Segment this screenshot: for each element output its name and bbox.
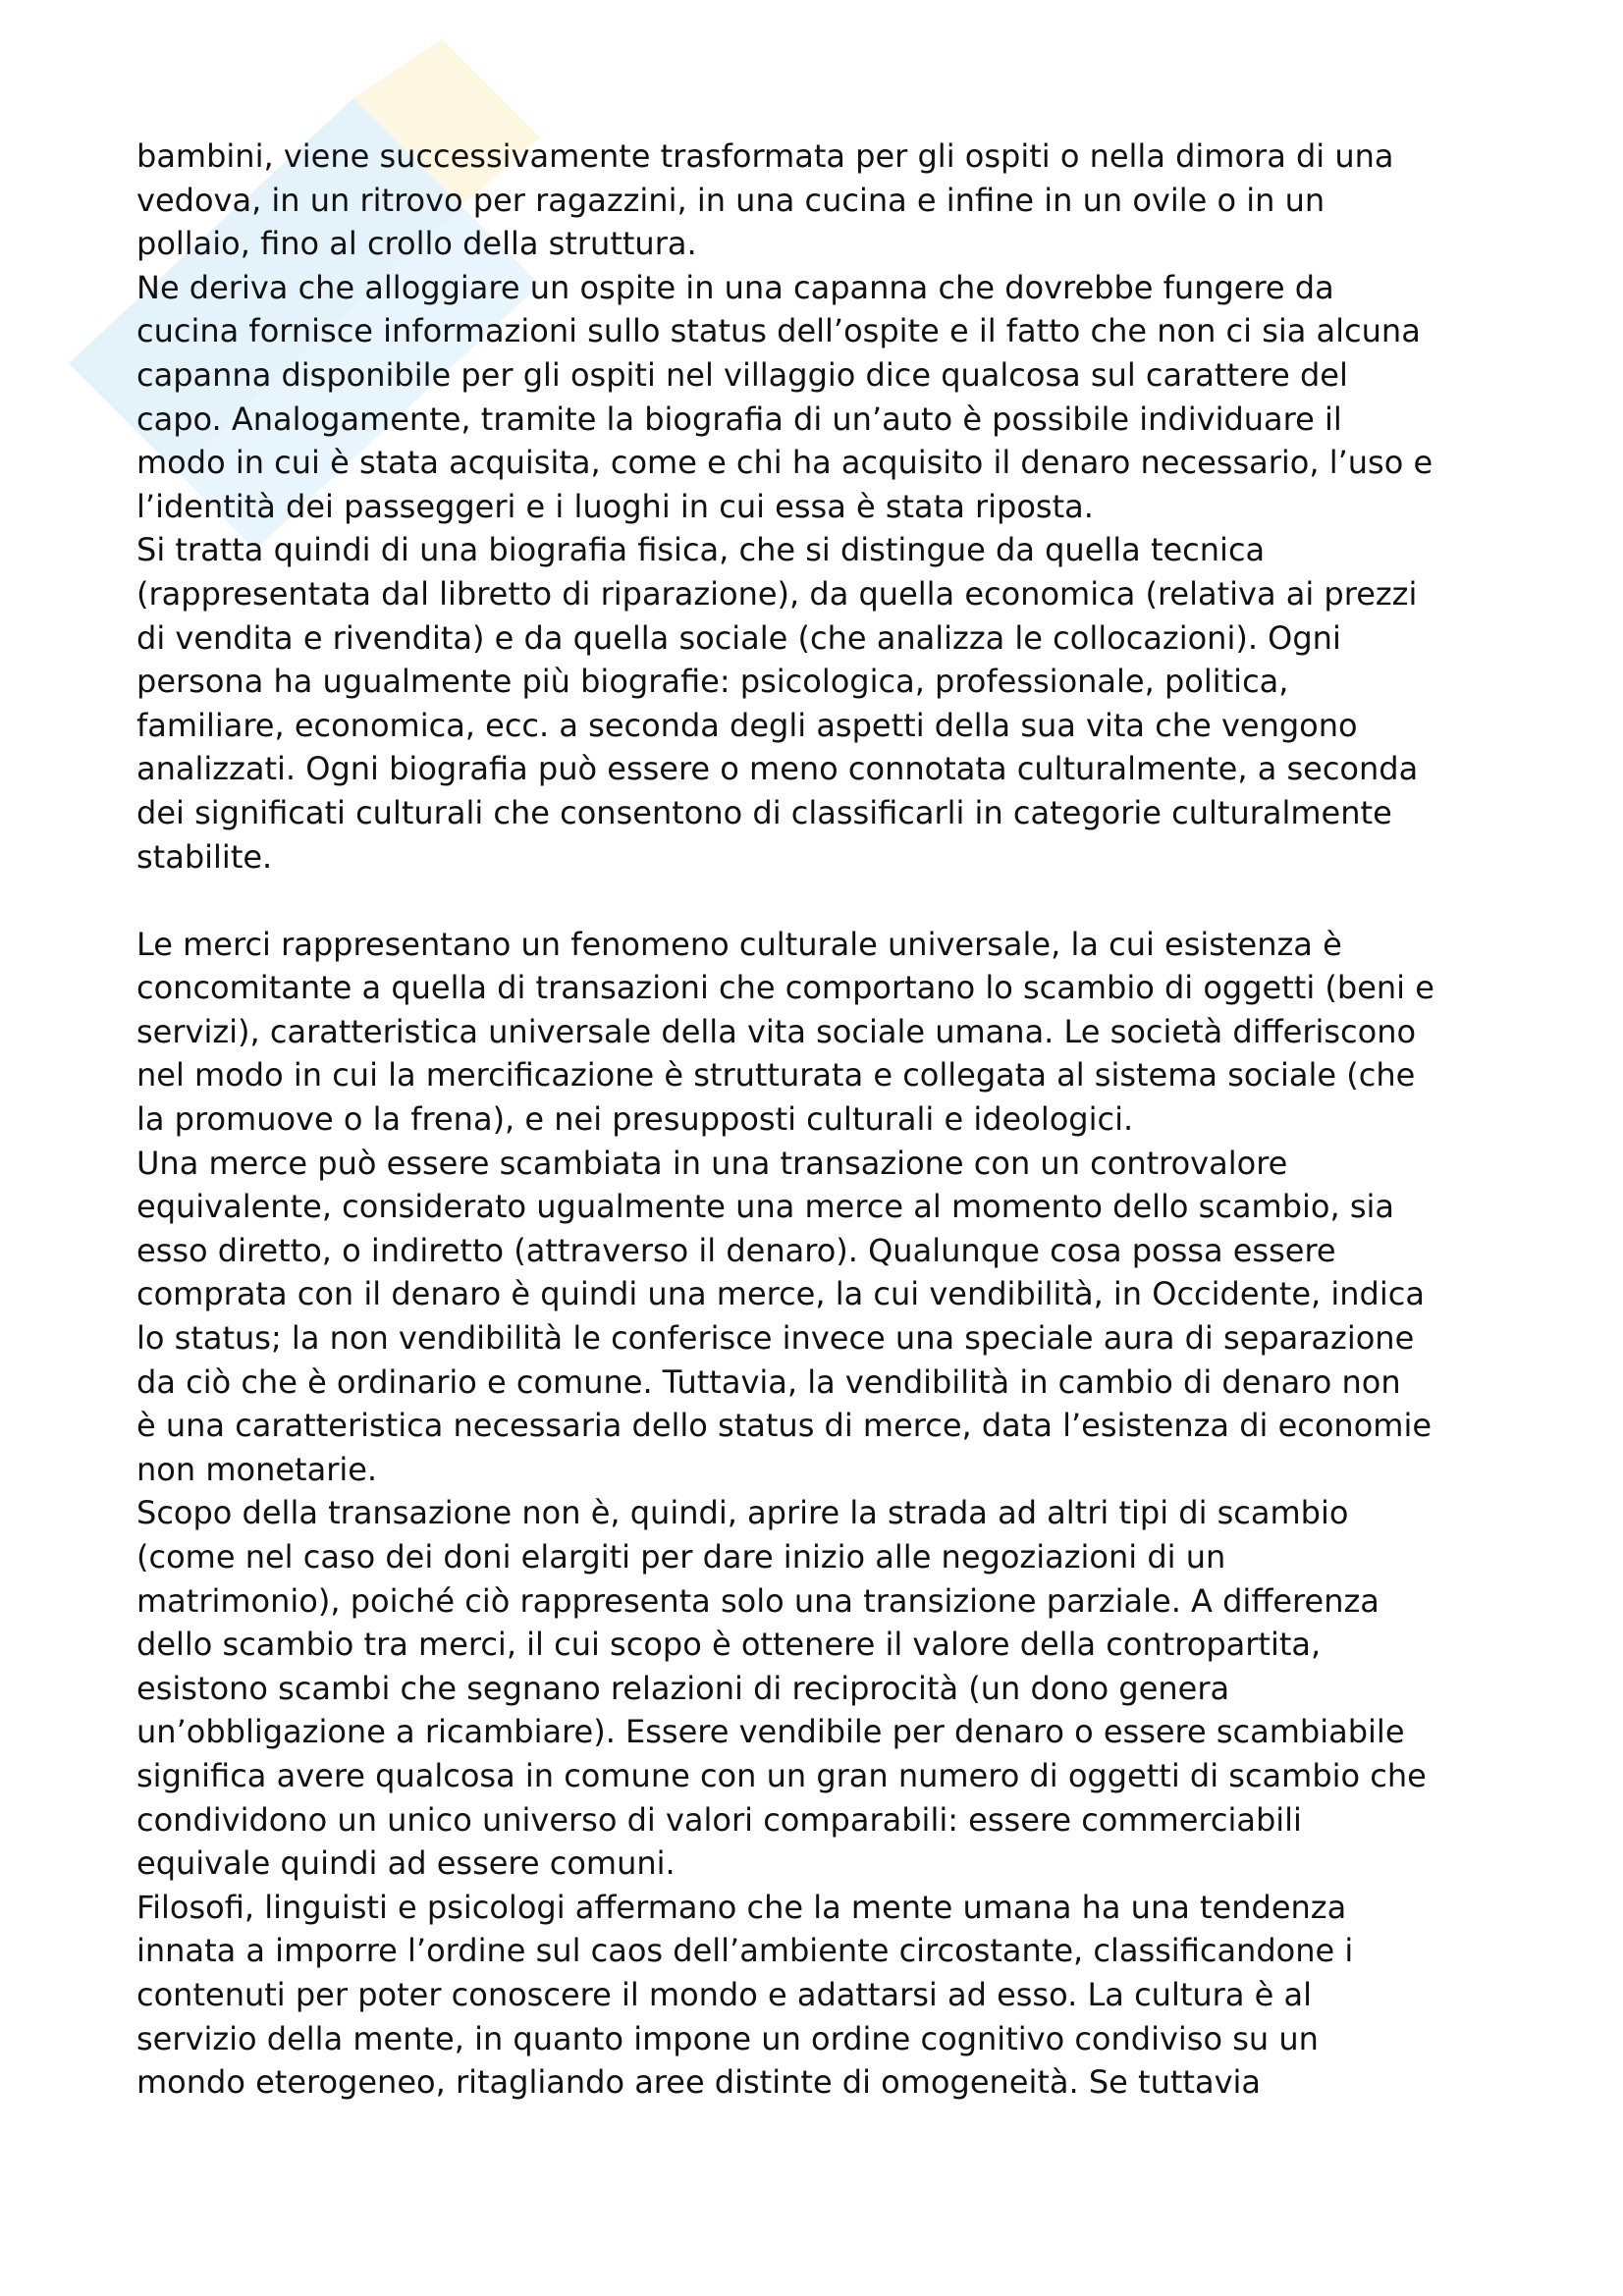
text-line: Le merci rappresentano un fenomeno culturale universale, la cui esistenza è bbox=[136, 925, 1342, 963]
text-line: dello scambio tra merci, il cui scopo è ottenere il valore della contropartita, bbox=[136, 1626, 1322, 1664]
text-line: da ciò che è ordinario e comune. Tuttavia, la vendibilità in cambio di denaro non bbox=[136, 1362, 1401, 1401]
paragraph-6 bbox=[136, 1491, 1511, 1885]
text-line: un’obbligazione a ricambiare). Essere vendibile per denaro o essere scambiabile bbox=[136, 1713, 1405, 1751]
document-page bbox=[136, 134, 1511, 2105]
text-line: (rappresentata dal libretto di riparazione), da quella economica (relativa ai prezzi bbox=[136, 574, 1418, 613]
paragraph-5 bbox=[136, 1142, 1511, 1492]
paragraph-spacer bbox=[136, 879, 1511, 923]
text-line: esistono scambi che segnano relazioni di reciprocità (un dono genera bbox=[136, 1669, 1230, 1707]
text-line: analizzati. Ogni biografia può essere o meno connotata culturalmente, a seconda bbox=[136, 750, 1419, 788]
text-line: servizi), caratteristica universale della vita sociale umana. Le società differiscono bbox=[136, 1012, 1417, 1050]
text-line: innata a imporre l’ordine sul caos dell’ambiente circostante, classificandone i bbox=[136, 1932, 1354, 1970]
text-line: dei significati culturali che consentono di classificarli in categorie culturalmente bbox=[136, 793, 1392, 831]
text-line: persona ha ugualmente più biografie: psicologica, professionale, politica, bbox=[136, 663, 1289, 701]
text-line: è una caratteristica necessaria dello status di merce, data l’esistenza di economie bbox=[136, 1407, 1433, 1445]
text-line: capanna disponibile per gli ospiti nel villaggio dice qualcosa sul carattere del bbox=[136, 355, 1348, 394]
text-line: cucina fornisce informazioni sullo status dell’ospite e il fatto che non ci sia alcuna bbox=[136, 312, 1421, 350]
text-line: equivale quindi ad essere comuni. bbox=[136, 1844, 676, 1883]
text-line: Scopo della transazione non è, quindi, aprire la strada ad altri tipi di scambio bbox=[136, 1494, 1349, 1532]
text-line: contenuti per poter conoscere il mondo e adattarsi ad esso. La cultura è al bbox=[136, 1975, 1312, 2013]
text-line: servizio della mente, in quanto impone un ordine cognitivo condiviso su un bbox=[136, 2019, 1319, 2057]
text-line: la promuove o la frena), e nei presupposti culturali e ideologici. bbox=[136, 1100, 1134, 1139]
text-line: bambini, viene successivamente trasformata per gli ospiti o nella dimora di una bbox=[136, 137, 1394, 175]
text-line: vedova, in un ritrovo per ragazzini, in una cucina e infine in un ovile o in un bbox=[136, 181, 1325, 219]
text-line: familiare, economica, ecc. a seconda degli aspetti della sua vita che vengono bbox=[136, 706, 1358, 744]
text-line: Filosofi, linguisti e psicologi affermano che la mente umana ha una tendenza bbox=[136, 1888, 1347, 1926]
text-line: non monetarie. bbox=[136, 1450, 378, 1488]
text-line: nel modo in cui la mercificazione è strutturata e collegata al sistema sociale (che bbox=[136, 1056, 1416, 1095]
text-line: modo in cui è stata acquisita, come e chi ha acquisito il denaro necessario, l’uso e bbox=[136, 444, 1434, 482]
text-line: stabilite. bbox=[136, 837, 273, 876]
paragraph-1 bbox=[136, 134, 1511, 266]
text-line: pollaio, fino al crollo della struttura. bbox=[136, 225, 697, 263]
text-line: comprata con il denaro è quindi una merce, la cui vendibilità, in Occidente, indica bbox=[136, 1275, 1425, 1313]
text-line: mondo eterogeneo, ritagliando aree distinte di omogeneità. Se tuttavia bbox=[136, 2063, 1261, 2102]
paragraph-4 bbox=[136, 923, 1511, 1142]
text-line: matrimonio), poiché ciò rappresenta solo una transizione parziale. A differenza bbox=[136, 1581, 1380, 1620]
text-line: condividono un unico universo di valori comparabili: essere commerciabili bbox=[136, 1800, 1302, 1839]
text-line: (come nel caso dei doni elargiti per dare inizio alle negoziazioni di un bbox=[136, 1538, 1226, 1575]
paragraph-3 bbox=[136, 528, 1511, 879]
text-line: esso diretto, o indiretto (attraverso il denaro). Qualunque cosa possa essere bbox=[136, 1231, 1336, 1269]
paragraph-2 bbox=[136, 266, 1511, 529]
text-line: significa avere qualcosa in comune con un gran numero di oggetti di scambio che bbox=[136, 1756, 1427, 1794]
text-line: Si tratta quindi di una biografia fisica, che si distingue da quella tecnica bbox=[136, 531, 1266, 569]
paragraph-7 bbox=[136, 1886, 1511, 2105]
text-line: l’identità dei passeggeri e i luoghi in cui essa è stata riposta. bbox=[136, 487, 1094, 525]
text-line: di vendita e rivendita) e da quella sociale (che analizza le collocazioni). Ogni bbox=[136, 618, 1341, 657]
text-line: lo status; la non vendibilità le conferisce invece una speciale aura di separazione bbox=[136, 1319, 1415, 1358]
text-line: capo. Analogamente, tramite la biografia di un’auto è possibile individuare il bbox=[136, 400, 1342, 438]
text-line: equivalente, considerato ugualmente una merce al momento dello scambio, sia bbox=[136, 1188, 1394, 1226]
text-line: concomitante a quella di transazioni che comportano lo scambio di oggetti (beni e bbox=[136, 969, 1434, 1007]
text-line: Ne deriva che alloggiare un ospite in una capanna che dovrebbe fungere da bbox=[136, 268, 1334, 306]
text-line: Una merce può essere scambiata in una transazione con un controvalore bbox=[136, 1144, 1288, 1182]
